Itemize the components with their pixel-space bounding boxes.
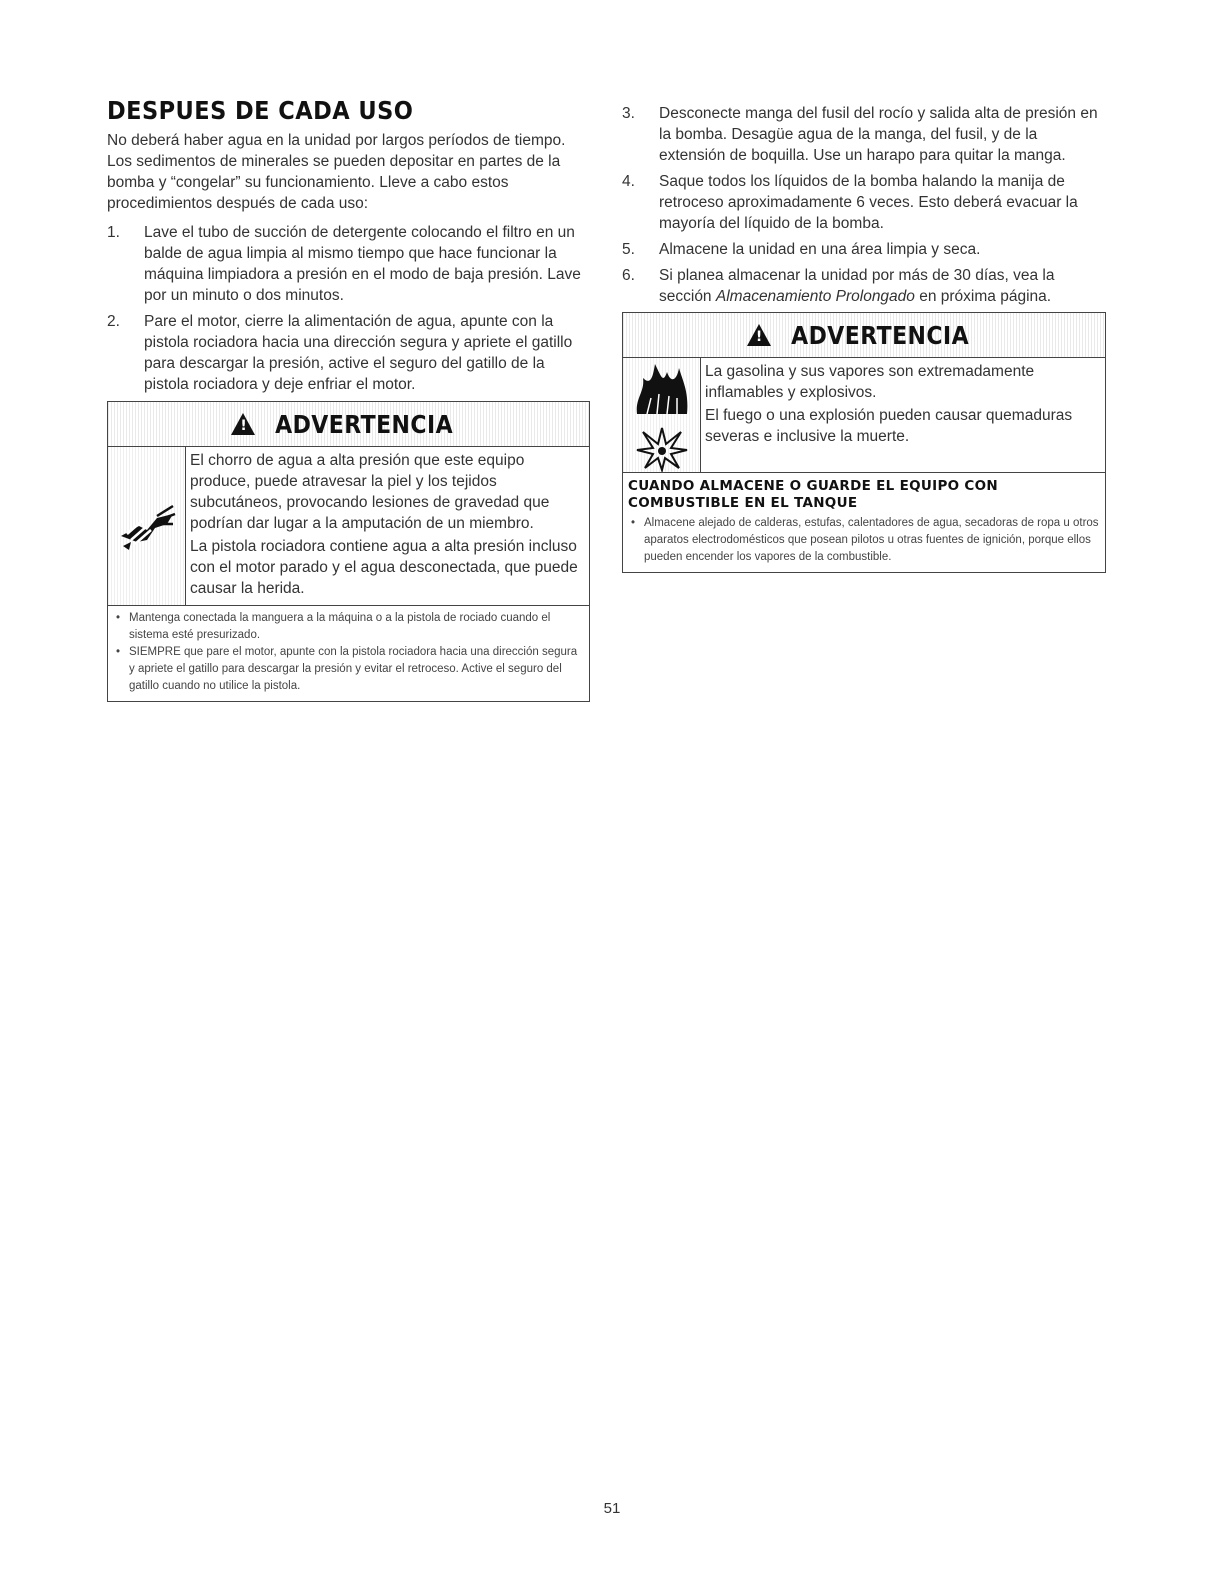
- warning-paragraph: El chorro de agua a alta presión que este equipo produce, puede atravesar la piel y los tejidos subcutáneos, provocando lesiones de gravedad que podrían dar lugar a la amputación de un miembro.: [190, 452, 550, 532]
- steps-list-left: [107, 222, 590, 395]
- step-item: [107, 311, 590, 395]
- warning-heading: ADVERTENCIA: [791, 320, 969, 350]
- section-title: DESPUES DE CADA USO: [107, 96, 414, 125]
- step-item: [622, 239, 1106, 260]
- warning-box-injection: [107, 401, 590, 702]
- warning-paragraph: La gasolina y sus vapores son extremadamente inflamables y explosivos.: [705, 363, 1035, 401]
- warning-body: [108, 447, 589, 606]
- step-text: Lave el tubo de succión de detergente colocando el filtro en un balde de agua limpia al mismo tiempo que hace funcionar la máquina limpiadora a presión en el modo de baja presión. Lave por un minuto o dos minutos.: [144, 224, 581, 304]
- bullet-item: • Almacene alejado de calderas, estufas, calentadores de agua, secadoras de ropa u otros aparatos electrodomésticos que posean pilotos u otras fuentes de ignición, porque ellos pueden encender los vapores de la combustible.: [631, 517, 1099, 563]
- step-text: Almacene la unidad en una área limpia y seca.: [659, 241, 981, 258]
- step-number: 3.: [622, 105, 635, 122]
- warning-bullets: [623, 514, 1105, 572]
- step-item: [622, 265, 1106, 307]
- step-item: [622, 171, 1106, 234]
- high-pressure-injection-icon: [117, 496, 177, 556]
- fire-icon: [631, 358, 693, 416]
- steps-list-right: [622, 103, 1106, 307]
- warning-text-cell: [701, 358, 1105, 472]
- step-text: Pare el motor, cierre la alimentación de agua, apunte con la pistola rociadora hacia una dirección segura y apriete el gatillo para descargar la presión, active el seguro del gatillo de la pistola rociadora y deje enfriar el motor.: [144, 313, 573, 393]
- bullet-item: • Mantenga conectada la manguera a la máquina o a la pistola de rociado cuando el sistema esté presurizado.: [116, 612, 551, 641]
- step-number: 5.: [622, 241, 635, 258]
- step-number: 2.: [107, 313, 120, 330]
- step-number: 1.: [107, 224, 120, 241]
- warning-text-cell: [186, 447, 589, 605]
- page-number: 51: [603, 1500, 621, 1517]
- warning-heading: ADVERTENCIA: [275, 409, 454, 439]
- intro-paragraph: No deberá haber agua en la unidad por largos períodos de tiempo. Los sedimentos de minerales se pueden depositar en partes de la bomba y “congelar” su funcionamiento. Lleve a cabo estos procedimientos después de cada uso:: [107, 132, 566, 212]
- step-item: [622, 103, 1106, 166]
- warning-header: [108, 402, 589, 447]
- warning-icon-cell: [108, 447, 186, 605]
- step-text: Si planea almacenar la unidad por más de 30 días, vea la sección Almacenamiento Prolongado en próxima página.: [659, 267, 1055, 305]
- warning-triangle-icon: [747, 324, 771, 346]
- warning-icon-cell: [623, 358, 701, 472]
- right-column: [622, 103, 1106, 573]
- warning-header: [623, 313, 1105, 358]
- step-item: [107, 222, 590, 306]
- warning-triangle-icon: [231, 413, 255, 435]
- storage-subheading: CUANDO ALMACENE O GUARDE EL EQUIPO CON COMBUSTIBLE EN EL TANQUE: [628, 478, 998, 511]
- warning-paragraph: La pistola rociadora contiene agua a alta presión incluso con el motor parado y el agua desconectada, que puede causar la herida.: [190, 538, 578, 597]
- warning-bullets: [108, 606, 589, 701]
- explosion-icon: [635, 424, 689, 472]
- step-number: 6.: [622, 267, 635, 284]
- warning-body: [623, 358, 1105, 473]
- warning-paragraph: El fuego o una explosión pueden causar quemaduras severas e inclusive la muerte.: [705, 407, 1073, 445]
- left-column: [107, 96, 590, 702]
- step-number: 4.: [622, 173, 635, 190]
- bullet-item: • SIEMPRE que pare el motor, apunte con la pistola rociadora hacia una dirección segura y apriete el gatillo para descargar la presión y evitar el retroceso. Active el seguro del gatillo cuando no utilice la pistola.: [116, 646, 578, 692]
- cross-reference: Almacenamiento Prolongado: [715, 288, 915, 305]
- step-text: Desconecte manga del fusil del rocío y salida alta de presión en la bomba. Desagüe agua de la manga, del fusil, y de la extensión de boquilla. Use un harapo para quitar la manga.: [659, 105, 1098, 164]
- step-text: Saque todos los líquidos de la bomba halando la manija de retroceso aproximadamente 6 veces. Esto deberá evacuar la mayoría del líquido de la bomba.: [659, 173, 1078, 232]
- warning-box-fuel: [622, 312, 1106, 573]
